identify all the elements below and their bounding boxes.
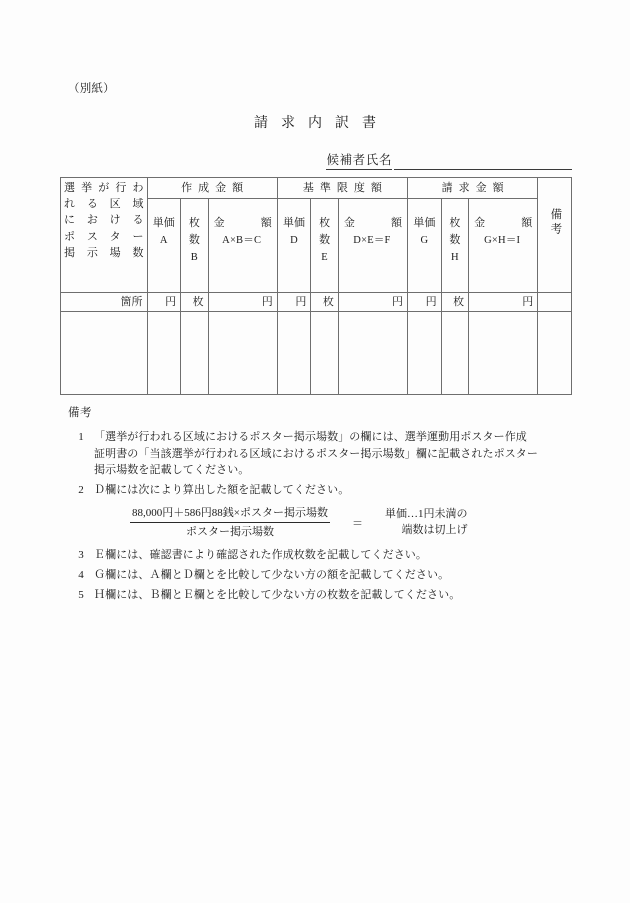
area-char: れ [64,198,75,211]
subheader-label-left: 金 [343,217,355,229]
group-header-creation-amount: 作成金額 [147,178,277,199]
area-char: 行 [115,182,127,194]
subheader-label: 単価 [152,217,175,229]
subheader-amount-c [208,199,277,293]
area-char: お [86,214,98,227]
area-line-2 [64,196,144,212]
subheader-label: 枚数 [188,217,200,246]
area-column-header [61,178,148,293]
unit-g: 円 [408,293,442,312]
candidate-name-row [60,150,572,170]
subheader-label [472,215,534,232]
entry-g[interactable] [408,312,442,395]
subheader-label-right: 額 [391,217,403,229]
unit-e: 枚 [311,293,338,312]
area-char: 挙 [81,182,93,194]
note-line: Ｄ欄には次により算出した額を記載してください。 [94,484,350,496]
subheader-sheets-b [181,199,208,293]
area-char: 区 [109,198,121,211]
subheader-label: 単価 [413,217,436,229]
table-unit-row [61,293,572,312]
notes-heading: 備考 [68,407,92,419]
subheader-code: E [321,252,328,263]
formula-result-line1: 単価…1円未満の [384,508,468,520]
formula-denominator: ポスター掲示場数 [185,525,274,538]
formula-numerator: 88,000円＋586円88銭×ポスター掲示場数 [130,505,330,523]
area-char: 選 [64,182,75,194]
note-item-3 [68,547,588,564]
note-number: 4 [78,568,84,581]
subheader-sheets-e [311,199,338,293]
area-char: 域 [132,198,144,211]
entry-f[interactable] [338,312,407,395]
subheader-code: H [450,252,459,263]
note-text [94,429,588,479]
formula-equals: ＝ [351,518,363,530]
subheader-code: B [190,252,198,263]
subheader-label-left: 金 [213,217,225,229]
candidate-name-label: 候補者氏名 [326,150,392,170]
subheader-code: A×B＝C [222,235,262,246]
entry-b[interactable] [181,312,208,395]
entry-d[interactable] [277,312,311,395]
area-char: わ [132,182,144,194]
subheader-label: 枚数 [449,217,461,246]
subheader-code: A [159,235,168,246]
note-text [94,547,588,564]
area-char: け [109,214,121,227]
subheader-sheets-h [441,199,468,293]
area-line-4 [64,229,144,245]
subheader-unit-price-a [147,199,181,293]
unit-c: 円 [208,293,277,312]
area-char: る [132,214,144,227]
note-text [94,482,588,499]
area-char: タ [109,230,121,243]
area-char: が [98,182,110,194]
remarks-label: 備考 [549,208,562,237]
subheader-code: D×E＝F [353,235,391,246]
area-char: 示 [86,246,98,259]
area-char: 数 [132,246,144,259]
unit-a: 円 [147,293,181,312]
note-item-5 [68,587,588,604]
subheader-code: D [290,235,298,246]
candidate-name-field[interactable] [394,154,572,170]
unit-b: 枚 [181,293,208,312]
subheader-code: G×H＝I [484,235,521,246]
area-char: る [86,198,98,211]
attachment-label: （別紙） [68,83,115,95]
formula-fraction [130,505,330,540]
table-entry-row [61,312,572,395]
formula-result-line2: 端数は切上げ [401,524,468,536]
note-number: 1 [78,431,84,443]
group-header-claim-amount: 請求金額 [408,178,538,199]
area-char: 掲 [64,246,75,259]
subheader-label: 枚数 [319,217,331,246]
subheader-code: G [420,235,429,246]
area-char: ー [132,230,144,243]
area-line-3 [64,212,144,228]
subheader-unit-price-g [408,199,442,293]
entry-c[interactable] [208,312,277,395]
unit-price-formula [68,505,588,540]
area-line-5 [64,245,144,261]
subheader-label: 単価 [283,217,306,229]
remarks-column-header [538,178,572,293]
entry-e[interactable] [311,312,338,395]
note-line: 証明書の「当該選挙が行われる区域におけるポスター掲示場数」欄に記載されたポスター [94,447,538,460]
unit-d: 円 [277,293,311,312]
table-header-group-row [61,178,572,199]
breakdown-table [60,177,572,395]
subheader-label-left: 金 [474,217,486,229]
area-char: ス [86,230,98,243]
subheader-unit-price-d [277,199,311,293]
subheader-label-right: 額 [260,217,272,229]
subheader-label [342,215,404,232]
unit-h: 枚 [441,293,468,312]
note-line: 掲示場数を記載してください。 [94,464,250,476]
breakdown-table-wrapper [60,177,572,395]
note-line: 「選挙が行われる区域におけるポスター掲示場数」の欄には、選挙運動用ポスター作成 [94,431,527,443]
note-line: Ｇ欄には、Ａ欄とＤ欄とを比較して少ない方の額を記載してください。 [94,568,450,581]
entry-i[interactable] [469,312,538,395]
subheader-label [212,215,274,232]
area-char: に [64,214,75,227]
note-text [94,567,588,584]
area-char: ポ [64,230,75,243]
entry-a[interactable] [147,312,181,395]
subheader-label-right: 額 [521,217,533,229]
unit-area: 箇所 [61,293,148,312]
note-number: 2 [78,484,84,496]
unit-remarks [538,293,572,312]
subheader-amount-i [469,199,538,293]
entry-remarks[interactable] [538,312,572,395]
subheader-amount-f [338,199,407,293]
note-item-4 [68,567,588,584]
note-line: Ｈ欄には、Ｂ欄とＥ欄とを比較して少ない方の枚数を記載してください。 [94,588,461,601]
note-number: 3 [78,548,84,561]
note-number: 5 [78,588,84,601]
area-line-1 [64,180,144,196]
group-header-standard-limit: 基準限度額 [277,178,407,199]
formula-result-note [385,506,468,538]
notes-section [68,404,588,607]
entry-h[interactable] [441,312,468,395]
area-char: 場 [109,246,121,259]
note-item-2 [68,482,588,499]
unit-f: 円 [338,293,407,312]
note-text [94,587,588,604]
page-title: 請求内訳書 [254,116,389,131]
entry-area[interactable] [61,312,148,395]
note-line: Ｅ欄には、確認書により確認された作成枚数を記載してください。 [94,548,427,561]
unit-i: 円 [469,293,538,312]
note-item-1 [68,429,588,479]
